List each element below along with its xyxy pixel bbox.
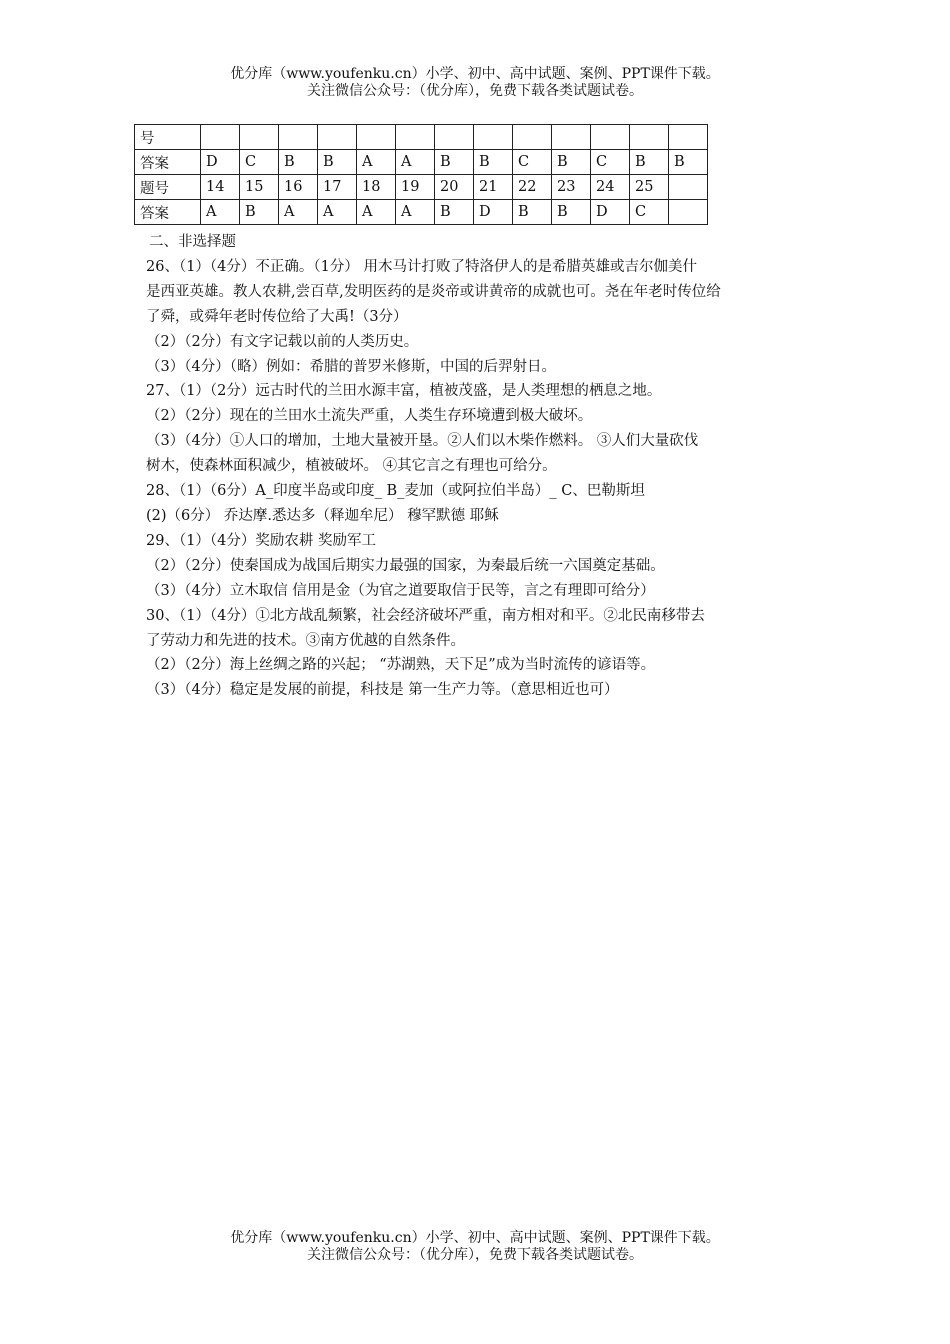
text-line: 了劳动力和先进的技术。③南方优越的自然条件。 [146, 632, 465, 649]
table-cell: 18 [357, 175, 396, 200]
table-cell: C [240, 150, 279, 175]
text-line: 28、（1）（6分）A_印度半岛或印度_ B_麦加（或阿拉伯半岛）_ C、巴勒斯坦 [146, 483, 645, 500]
header-line-1: 优分库（www.youfenku.cn）小学、初中、高中试题、案例、PPT课件下载。 [230, 66, 720, 82]
table-cell: B [435, 200, 474, 225]
table-row [135, 125, 708, 150]
table-cell: A [396, 200, 435, 225]
footer-line-1: 优分库（www.youfenku.cn）小学、初中、高中试题、案例、PPT课件下载。 [230, 1230, 720, 1246]
text-line: （2）（2分）有文字记载以前的人类历史。 [146, 333, 419, 350]
table-cell [513, 125, 552, 150]
text-line: 树木，使森林面积减少，植被破坏。 ④其它言之有理也可给分。 [146, 458, 557, 475]
row-label: 题号 [135, 175, 201, 200]
table-cell [240, 125, 279, 150]
table-cell: D [201, 150, 240, 175]
table-cell: A [318, 200, 357, 225]
table-cell [630, 125, 669, 150]
table-cell: B [474, 150, 513, 175]
row-label: 答案 [135, 200, 201, 225]
table-cell: 19 [396, 175, 435, 200]
table-cell: 20 [435, 175, 474, 200]
table-cell: 21 [474, 175, 513, 200]
table-cell: A [396, 150, 435, 175]
text-line: 是西亚英雄。教人农耕,尝百草,发明医药的是炎帝或讲黄帝的成就也可。尧在年老时传位给 [146, 283, 721, 300]
table-cell: A [201, 200, 240, 225]
table-cell: 24 [591, 175, 630, 200]
table-cell [435, 125, 474, 150]
text-line: （3）（4分）稳定是发展的前提，科技是 第一生产力等。（意思相近也可） [146, 682, 619, 699]
page-footer [0, 1230, 950, 1264]
page-header [0, 66, 950, 100]
table-cell [591, 125, 630, 150]
footer-line-2: 关注微信公众号：（优分库），免费下载各类试题试卷。 [307, 1247, 643, 1263]
table-cell: 15 [240, 175, 279, 200]
table-cell: B [279, 150, 318, 175]
table-cell: A [279, 200, 318, 225]
text-line: （3）（4分）立木取信 信用是金（为官之道要取信于民等，言之有理即可给分） [146, 582, 655, 599]
table-cell [552, 125, 591, 150]
row-label: 答案 [135, 150, 201, 175]
table-cell: 14 [201, 175, 240, 200]
table-cell: D [591, 200, 630, 225]
text-line: （2）（2分）海上丝绸之路的兴起； “苏湖熟，天下足”成为当时流传的谚语等。 [146, 657, 656, 674]
table-cell: 22 [513, 175, 552, 200]
header-line-2: 关注微信公众号：（优分库），免费下载各类试题试卷。 [307, 83, 643, 99]
table-cell: B [669, 150, 708, 175]
text-line: 26、（1）（4分）不正确。（1分） 用木马计打败了特洛伊人的是希腊英雄或吉尔伽美什 [146, 258, 697, 275]
table-cell [474, 125, 513, 150]
answer-text [146, 230, 810, 703]
table-cell [318, 125, 357, 150]
text-line: （2）（2分）现在的兰田水土流失严重，人类生存环境遭到极大破坏。 [146, 408, 593, 425]
text-line: （2）（2分）使秦国成为战国后期实力最强的国家，为秦最后统一六国奠定基础。 [146, 557, 665, 574]
table-cell: C [630, 200, 669, 225]
table-cell: A [357, 150, 396, 175]
table-cell: 23 [552, 175, 591, 200]
table-cell [279, 125, 318, 150]
table-cell: 16 [279, 175, 318, 200]
table-row [135, 150, 708, 175]
table-cell: B [552, 200, 591, 225]
table-cell: C [513, 150, 552, 175]
table-cell: B [630, 150, 669, 175]
answer-table [134, 124, 708, 225]
table-cell: 17 [318, 175, 357, 200]
table-cell: B [513, 200, 552, 225]
table-cell [669, 200, 708, 225]
table-cell [201, 125, 240, 150]
table-cell: B [552, 150, 591, 175]
text-line: 了舜，或舜年老时传位给了大禹!（3分） [146, 308, 408, 325]
table-cell: B [318, 150, 357, 175]
row-label: 号 [135, 125, 201, 150]
table-cell: C [591, 150, 630, 175]
table-cell [357, 125, 396, 150]
table-cell: D [474, 200, 513, 225]
table-row [135, 200, 708, 225]
text-line: （3）（4分）①人口的增加，土地大量被开垦。②人们以木柴作燃料。 ③人们大量砍伐 [146, 433, 699, 450]
table-cell: A [357, 200, 396, 225]
text-line: 29、（1）（4分）奖励农耕 奖励军工 [146, 532, 377, 549]
text-line: （3）（4分）（略）例如：希腊的普罗米修斯，中国的后羿射日。 [146, 358, 556, 375]
text-line: 27、（1）（2分）远古时代的兰田水源丰富，植被茂盛，是人类理想的栖息之地。 [146, 383, 662, 400]
table-cell [669, 125, 708, 150]
table-row [135, 175, 708, 200]
table-cell [669, 175, 708, 200]
table-cell: B [240, 200, 279, 225]
table-cell: B [435, 150, 474, 175]
section-title: 二、非选择题 [149, 234, 236, 250]
text-line: (2)（6分） 乔达摩.悉达多（释迦牟尼） 穆罕默德 耶稣 [146, 507, 499, 524]
text-line: 30、（1）（4分）①北方战乱频繁，社会经济破坏严重，南方相对和平。②北民南移带去 [146, 607, 705, 624]
table-cell [396, 125, 435, 150]
table-cell: 25 [630, 175, 669, 200]
